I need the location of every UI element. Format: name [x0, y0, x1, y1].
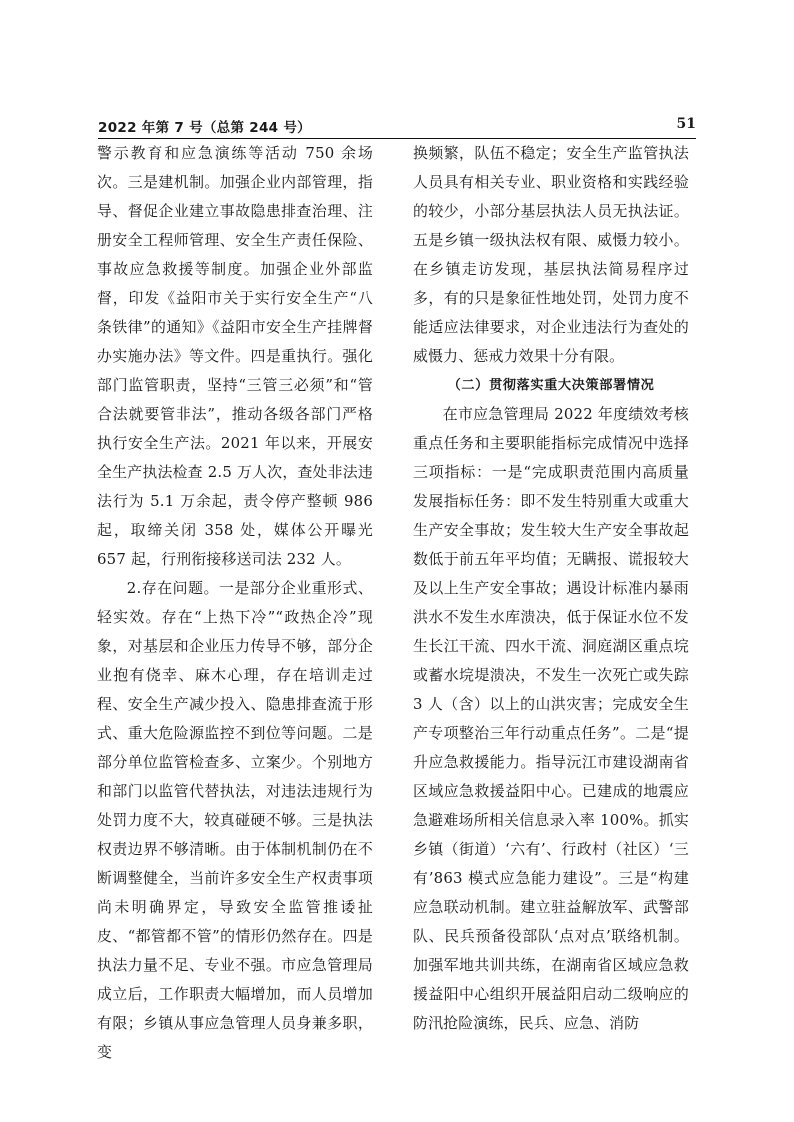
page-number: 51: [676, 116, 696, 132]
paragraph: 2.存在问题。一是部分企业重形式、轻实效。存在“上热下冷”“政热企冷”现象，对基层和企业压力传导不够，部分企业抱有侥幸、麻木心理，存在培训走过程、安全生产减少投入、隐患排查流于形式、重大危险源监控不到位等问题。二是部分单位监管检查多、立案少。个别地方和部门以监管代替执法，对违法违规行为处罚力度不大，较真碰硬不够。三是执法权责边界不够清晰。由于体制机制仍在不断调整健全，当前许多安全生产权责事项尚未明确界定，导致安全监管推诿扯皮、“都管都不管”的情形仍然存在。四是执法力量不足、专业不强。市应急管理局成立后，工作职责大幅增加，而人员增加有限；乡镇从事应急管理人员身兼多职，变: [97, 579, 373, 1061]
paragraph: 在市应急管理局 2022 年度绩效考核重点任务和主要职能指标完成情况中选择三项指标：一是“完成职责范围内高质量发展指标任务：即不发生特别重大或重大生产安全事故；发生较大生产安全事故起数低于前五年平均值；无瞒报、谎报较大及以上生产安全事故；遇设计标准内暴雨洪水不发生水库溃决，低于保证水位不发生长江干流、四水干流、洞庭湖区重点垸或蓄水垸堤溃决，不发生一次死亡或失踪 3 人（含）以上的山洪灾害；完成安全生产专项整治三年行动重点任务”。二是“提升应急救援能力。指导沅江市建设湖南省区域应急救援益阳中心。已建成的地震应急避难场所相关信息录入率 100%。抓实乡镇（街道）‘六有’、行政村（社区）‘三有’863 模式应急能力建设”。三是“构建应急联动机制。建立驻益解放军、武警部队、民兵预备役部队‘点对点’联络机制。加强军地共训共练，在湖南省区域应急救援益阳中心组织开展益阳启动二级响应的防汛抢险演练，民兵、应急、消防: [413, 405, 689, 1032]
page-header: [98, 116, 696, 139]
left-column: [97, 139, 373, 1067]
right-column: [413, 139, 689, 1038]
paragraph: 换频繁，队伍不稳定；安全生产监管执法人员具有相关专业、职业资格和实践经验的较少，小部分基层执法人员无执法证。五是乡镇一级执法权有限、威慑力较小。在乡镇走访发现，基层执法简易程序过多，有的只是象征性地处罚，处罚力度不能适应法律要求，对企业违法行为查处的威慑力、惩戒力效果十分有限。: [413, 144, 689, 365]
section-subheading: （二）贯彻落实重大决策部署情况: [447, 378, 655, 393]
paragraph: 警示教育和应急演练等活动 750 余场次。三是建机制。加强企业内部管理，指导、督促企业建立事故隐患排查治理、注册安全工程师管理、安全生产责任保险、事故应急救援等制度。加强企业外部监督，印发《益阳市关于实行安全生产“八条铁律”的通知》《益阳市安全生产挂牌督办实施办法》等文件。四是重执行。强化部门监管职责，坚持“三管三必须”和“管合法就要管非法”，推动各级各部门严格执行安全生产法。2021 年以来，开展安全生产执法检查 2.5 万人次，查处非法违法行为 5.1 万余起，责令停产整顿 986 起，取缔关闭 358 处，媒体公开曝光 657 起，行刑衔接移送司法 232 人。: [97, 144, 373, 568]
issue-label: 2022 年第 7 号（总第 244 号）: [98, 120, 311, 136]
